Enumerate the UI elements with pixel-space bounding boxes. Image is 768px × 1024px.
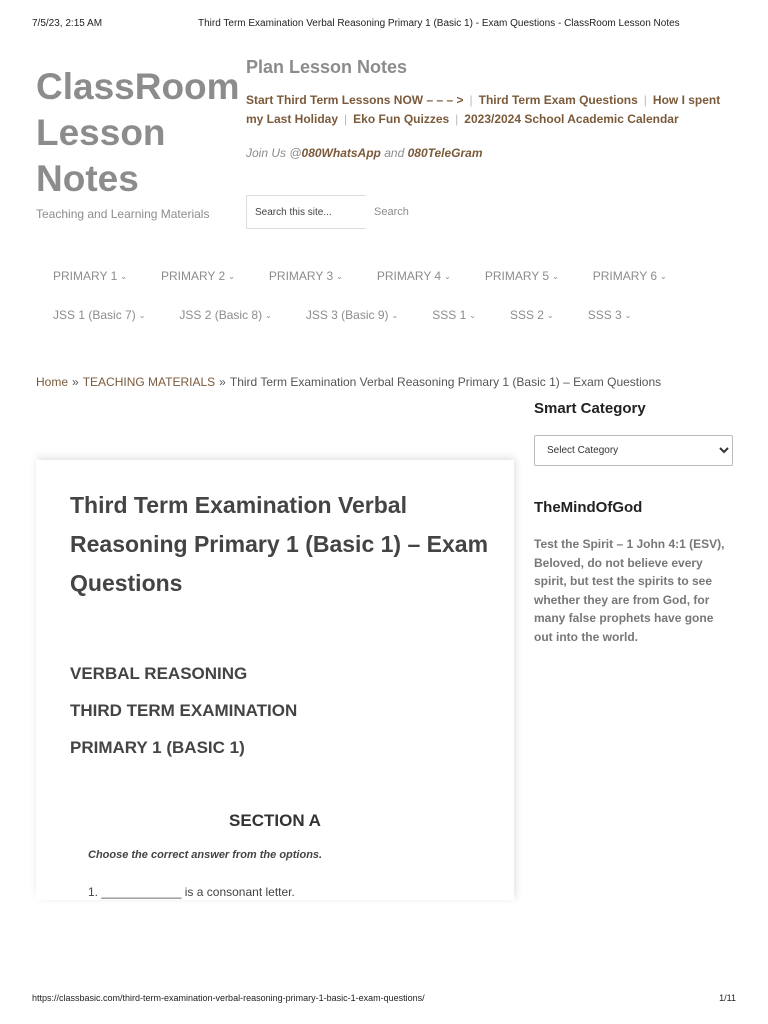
site-title[interactable]: ClassRoom Lesson Notes bbox=[36, 66, 240, 199]
nav-label: PRIMARY 6 bbox=[592, 269, 658, 283]
the-mind-of-god-heading: TheMindOfGod bbox=[534, 499, 643, 516]
breadcrumb bbox=[36, 375, 661, 389]
nav-label: JSS 1 (Basic 7) bbox=[53, 308, 136, 322]
exam-heading: THIRD TERM EXAMINATION bbox=[70, 701, 298, 720]
link-separator: | bbox=[469, 93, 473, 107]
nav-jss-2[interactable] bbox=[179, 308, 271, 322]
nav-label: PRIMARY 4 bbox=[376, 269, 442, 283]
chevron-down-icon: ⌄ bbox=[469, 311, 476, 320]
chevron-down-icon: ⌄ bbox=[391, 311, 399, 320]
search-button[interactable]: Search bbox=[366, 195, 417, 229]
academic-calendar-link[interactable]: 2023/2024 School Academic Calendar bbox=[464, 112, 679, 126]
nav-primary-4[interactable] bbox=[377, 269, 451, 283]
nav-sss-1[interactable] bbox=[432, 308, 476, 322]
print-date: 7/5/23, 2:15 AM bbox=[32, 18, 103, 29]
nav-sss-2[interactable] bbox=[510, 308, 554, 322]
main-nav-row-2 bbox=[36, 306, 736, 324]
post-card bbox=[36, 460, 514, 900]
chevron-down-icon: ⌄ bbox=[552, 272, 559, 281]
nav-label: PRIMARY 1 bbox=[53, 269, 118, 283]
nav-label: JSS 2 (Basic 8) bbox=[179, 308, 263, 322]
class-heading: PRIMARY 1 (BASIC 1) bbox=[70, 738, 245, 757]
link-separator: | bbox=[643, 93, 647, 107]
nav-primary-6[interactable] bbox=[593, 269, 667, 283]
chevron-down-icon: ⌄ bbox=[228, 272, 235, 281]
smart-category-heading: Smart Category bbox=[534, 400, 646, 417]
plan-lesson-notes-title: Plan Lesson Notes bbox=[246, 57, 408, 77]
link-separator: | bbox=[455, 112, 459, 126]
breadcrumb-separator: » bbox=[219, 375, 226, 389]
nav-jss-3[interactable] bbox=[306, 308, 398, 322]
join-and: and bbox=[380, 146, 408, 160]
link-separator: | bbox=[344, 112, 348, 126]
main-nav-row-1 bbox=[36, 267, 736, 285]
search-input[interactable] bbox=[246, 195, 366, 229]
post-title: Third Term Examination Verbal Reasoning Primary 1 (Basic 1) – Exam Questions bbox=[70, 492, 489, 596]
nav-primary-3[interactable] bbox=[269, 269, 343, 283]
nav-label: SSS 3 bbox=[587, 308, 622, 322]
telegram-link[interactable]: 080TeleGram bbox=[407, 146, 483, 160]
chevron-down-icon: ⌄ bbox=[624, 311, 632, 320]
last-holiday-link[interactable]: How I spent my Last Holiday bbox=[246, 93, 721, 126]
chevron-down-icon: ⌄ bbox=[336, 272, 343, 281]
the-mind-of-god-verse: Test the Spirit – 1 John 4:1 (ESV), Beloved, do not believe every spirit, but test the spirits to see whether they are from God, for many false prophets have gone out into the world. bbox=[534, 537, 725, 644]
print-page-number: 1/11 bbox=[719, 993, 736, 1003]
third-term-exam-link[interactable]: Third Term Exam Questions bbox=[478, 93, 638, 107]
print-url: https://classbasic.com/third-term-examination-verbal-reasoning-primary-1-basic-1-exam-questions/ bbox=[32, 993, 425, 1003]
nav-label: PRIMARY 2 bbox=[160, 269, 226, 283]
chevron-down-icon: ⌄ bbox=[120, 272, 127, 281]
nav-primary-2[interactable] bbox=[161, 269, 235, 283]
chevron-down-icon: ⌄ bbox=[444, 272, 451, 281]
join-us-text bbox=[246, 146, 483, 160]
nav-sss-3[interactable] bbox=[588, 308, 632, 322]
nav-label: SSS 1 bbox=[432, 308, 467, 322]
subject-heading: VERBAL REASONING bbox=[70, 664, 248, 683]
header-links bbox=[246, 91, 726, 129]
chevron-down-icon: ⌄ bbox=[265, 311, 272, 320]
nav-label: SSS 2 bbox=[509, 308, 544, 322]
print-document-title: Third Term Examination Verbal Reasoning Primary 1 (Basic 1) - Exam Questions - ClassRoom Lesson Notes bbox=[198, 18, 680, 29]
category-select[interactable] bbox=[534, 435, 733, 466]
chevron-down-icon: ⌄ bbox=[660, 272, 667, 281]
site-description: Teaching and Learning Materials bbox=[36, 207, 210, 221]
chevron-down-icon: ⌄ bbox=[546, 311, 554, 320]
join-prefix: Join Us @ bbox=[246, 146, 302, 160]
breadcrumb-home[interactable]: Home bbox=[36, 375, 69, 389]
question-1: 1. ____________ is a consonant letter. bbox=[88, 885, 295, 899]
breadcrumb-separator: » bbox=[72, 375, 79, 389]
breadcrumb-current: Third Term Examination Verbal Reasoning Primary 1 (Basic 1) – Exam Questions bbox=[229, 375, 662, 389]
start-third-term-link[interactable]: Start Third Term Lessons NOW – – – > bbox=[246, 93, 464, 107]
section-a-heading: SECTION A bbox=[229, 811, 321, 830]
breadcrumb-teaching-materials[interactable]: TEACHING MATERIALS bbox=[82, 375, 216, 389]
nav-label: PRIMARY 3 bbox=[268, 269, 334, 283]
nav-label: PRIMARY 5 bbox=[484, 269, 550, 283]
chevron-down-icon: ⌄ bbox=[138, 311, 146, 320]
section-instruction: Choose the correct answer from the options. bbox=[88, 849, 323, 861]
nav-primary-1[interactable] bbox=[53, 269, 127, 283]
nav-primary-5[interactable] bbox=[485, 269, 559, 283]
nav-jss-1[interactable] bbox=[53, 308, 145, 322]
nav-label: JSS 3 (Basic 9) bbox=[305, 308, 389, 322]
whatsapp-link[interactable]: 080WhatsApp bbox=[301, 146, 381, 160]
eko-fun-quizzes-link[interactable]: Eko Fun Quizzes bbox=[353, 112, 450, 126]
